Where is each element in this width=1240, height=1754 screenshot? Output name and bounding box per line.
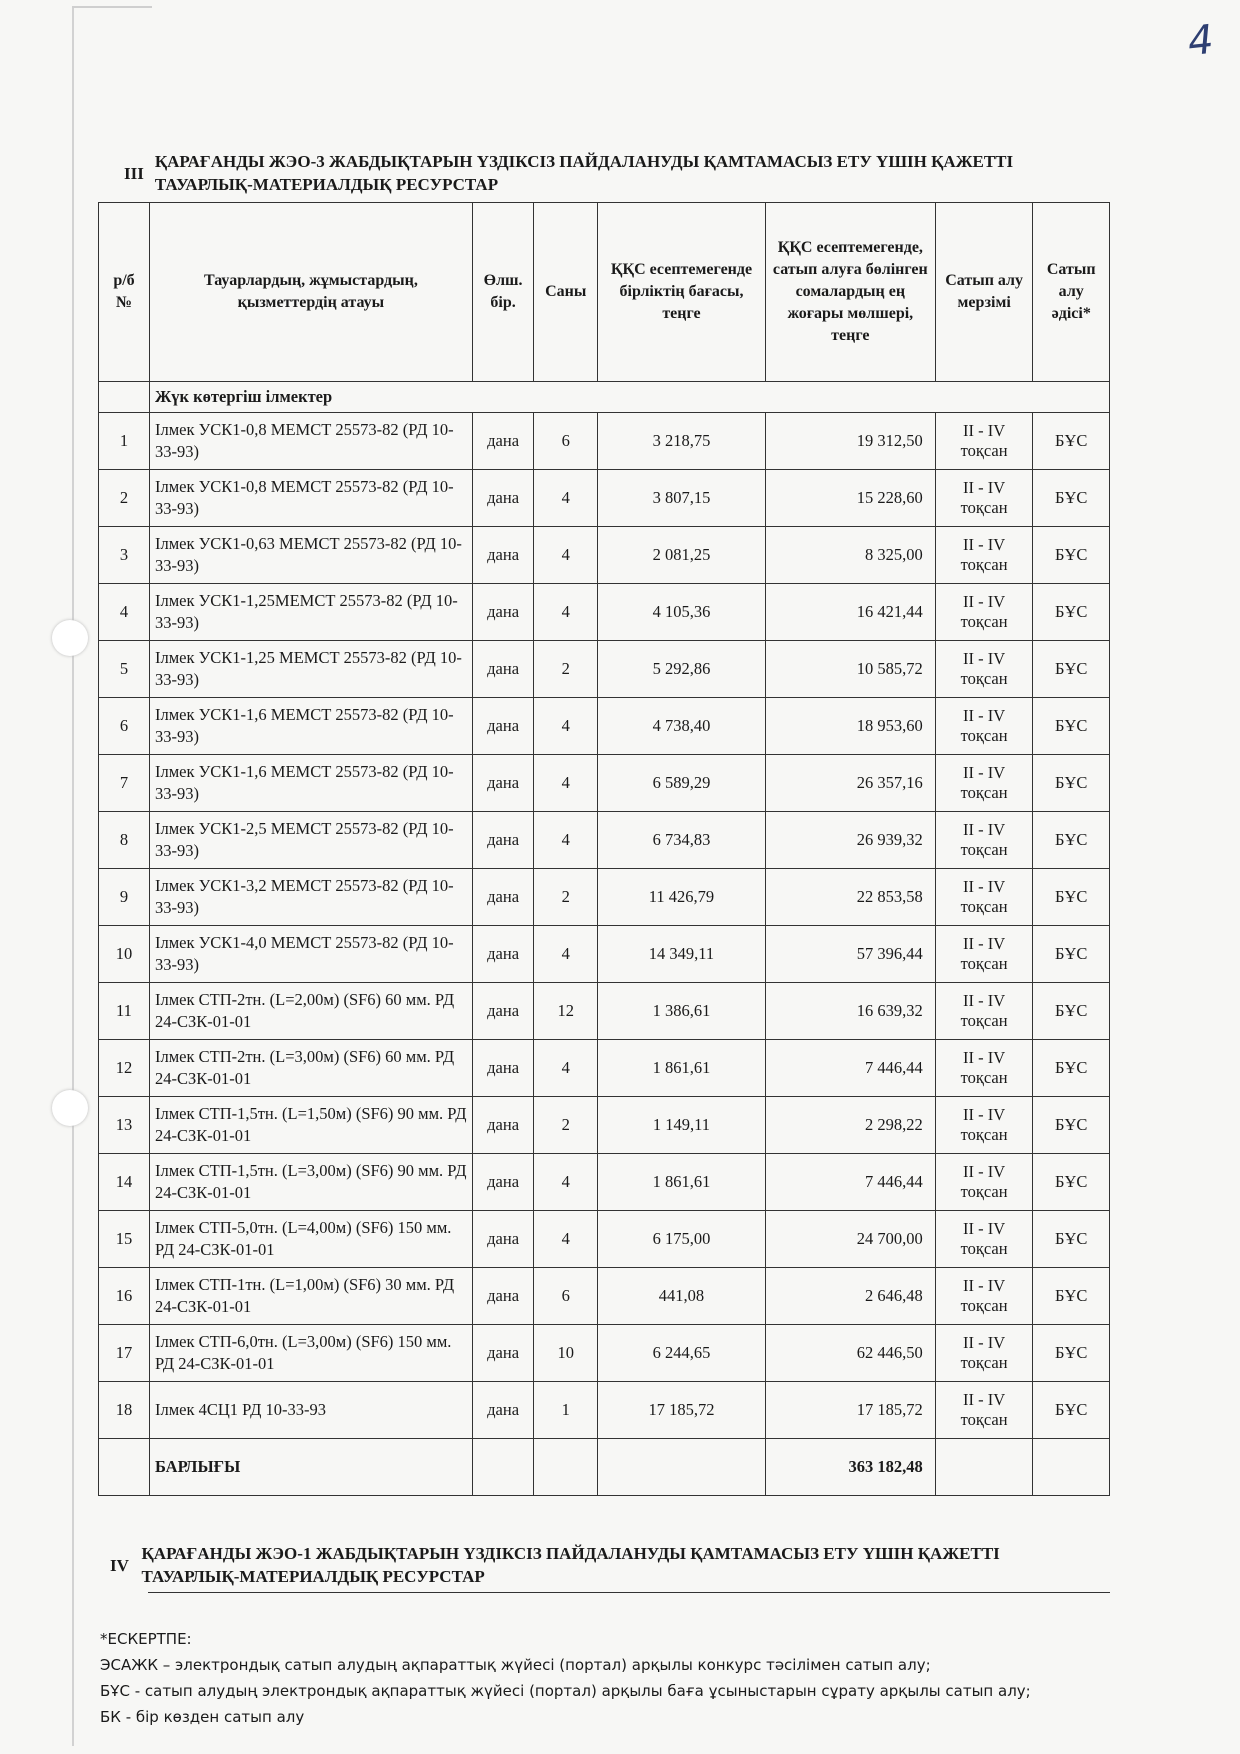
row-period: II - IV тоқсан [935, 755, 1033, 812]
row-name: Ілмек УСК1-1,6 МЕМСТ 25573-82 (РД 10-33-93) [149, 755, 472, 812]
row-price: 11 426,79 [598, 869, 766, 926]
row-method: БҰС [1033, 869, 1110, 926]
row-sum: 62 446,50 [765, 1325, 935, 1382]
row-unit: дана [472, 584, 534, 641]
row-num: 14 [99, 1154, 150, 1211]
row-method: БҰС [1033, 812, 1110, 869]
notes-heading: *ЕСКЕРТПЕ: [100, 1630, 192, 1648]
row-price: 14 349,11 [598, 926, 766, 983]
row-sum: 2 298,22 [765, 1097, 935, 1154]
row-method: БҰС [1033, 755, 1110, 812]
row-unit: дана [472, 1268, 534, 1325]
row-method: БҰС [1033, 1097, 1110, 1154]
row-method: БҰС [1033, 1154, 1110, 1211]
header-unit: Өлш. бір. [472, 203, 534, 382]
row-num: 2 [99, 470, 150, 527]
punch-hole [52, 620, 88, 656]
row-period: II - IV тоқсан [935, 869, 1033, 926]
row-unit: дана [472, 470, 534, 527]
row-period: II - IV тоқсан [935, 983, 1033, 1040]
row-qty: 2 [534, 641, 598, 698]
table-header-row [99, 203, 1110, 382]
row-price: 6 175,00 [598, 1211, 766, 1268]
row-unit: дана [472, 413, 534, 470]
row-price: 1 861,61 [598, 1154, 766, 1211]
page-number-handwritten: 4 [1185, 16, 1216, 66]
row-qty: 4 [534, 1211, 598, 1268]
row-unit: дана [472, 1382, 534, 1439]
row-price: 6 734,83 [598, 812, 766, 869]
header-qty: Саны [534, 203, 598, 382]
row-num: 17 [99, 1325, 150, 1382]
header-price: ҚҚС есептемегенде бірліктің бағасы, теңге [598, 203, 766, 382]
row-num: 4 [99, 584, 150, 641]
row-method: БҰС [1033, 413, 1110, 470]
row-num: 1 [99, 413, 150, 470]
table-row [99, 584, 1110, 641]
row-num: 11 [99, 983, 150, 1040]
page-edge-line [72, 6, 74, 1746]
row-name: Ілмек СТП-1,5тн. (L=1,50м) (SF6) 90 мм. РД 24-СЗК-01-01 [149, 1097, 472, 1154]
row-name: Ілмек УСК1-0,8 МЕМСТ 25573-82 (РД 10-33-93) [149, 413, 472, 470]
row-method: БҰС [1033, 983, 1110, 1040]
section-4-title: ҚАРАҒАНДЫ ЖЭО-1 ЖАБДЫҚТАРЫН ҮЗДІКСІЗ ПАЙДАЛАНУДЫ ҚАМТАМАСЫЗ ЕТУ ҮШІН ҚАЖЕТТІ ТАУАРЛЫҚ-МАТЕРИАЛДЫҚ РЕСУРСТАР [141, 1544, 1000, 1586]
section-3-heading [124, 150, 1084, 196]
group-label: Жүк көтергіш ілмектер [149, 382, 1109, 413]
row-method: БҰС [1033, 1040, 1110, 1097]
header-method: Сатып алу әдісі* [1033, 203, 1110, 382]
row-unit: дана [472, 926, 534, 983]
table-row [99, 470, 1110, 527]
row-period: II - IV тоқсан [935, 1268, 1033, 1325]
row-name: Ілмек УСК1-3,2 МЕМСТ 25573-82 (РД 10-33-93) [149, 869, 472, 926]
row-price: 441,08 [598, 1268, 766, 1325]
row-num: 10 [99, 926, 150, 983]
row-qty: 4 [534, 698, 598, 755]
row-sum: 19 312,50 [765, 413, 935, 470]
row-name: Ілмек СТП-1тн. (L=1,00м) (SF6) 30 мм. РД 24-СЗК-01-01 [149, 1268, 472, 1325]
row-price: 1 149,11 [598, 1097, 766, 1154]
notes-line: БҰС - сатып алудың электрондық ақпараттық жүйесі (портал) арқылы баға ұсыныстарын сұрату арқылы сатып алу; [100, 1682, 1031, 1700]
row-num: 12 [99, 1040, 150, 1097]
total-label: БАРЛЫҒЫ [149, 1439, 472, 1496]
row-method: БҰС [1033, 926, 1110, 983]
table-row [99, 1040, 1110, 1097]
row-period: II - IV тоқсан [935, 584, 1033, 641]
header-name: Тауарлардың, жұмыстардың, қызметтердің атауы [149, 203, 472, 382]
row-price: 2 081,25 [598, 527, 766, 584]
row-sum: 24 700,00 [765, 1211, 935, 1268]
row-price: 1 861,61 [598, 1040, 766, 1097]
row-num: 3 [99, 527, 150, 584]
row-price: 4 105,36 [598, 584, 766, 641]
row-qty: 4 [534, 755, 598, 812]
row-method: БҰС [1033, 698, 1110, 755]
row-qty: 10 [534, 1325, 598, 1382]
punch-hole [52, 1090, 88, 1126]
row-name: Ілмек СТП-5,0тн. (L=4,00м) (SF6) 150 мм. РД 24-СЗК-01-01 [149, 1211, 472, 1268]
row-price: 3 218,75 [598, 413, 766, 470]
row-period: II - IV тоқсан [935, 926, 1033, 983]
row-period: II - IV тоқсан [935, 812, 1033, 869]
row-method: БҰС [1033, 527, 1110, 584]
row-unit: дана [472, 1097, 534, 1154]
table-row [99, 755, 1110, 812]
row-unit: дана [472, 698, 534, 755]
row-unit: дана [472, 755, 534, 812]
row-name: Ілмек СТП-6,0тн. (L=3,00м) (SF6) 150 мм. РД 24-СЗК-01-01 [149, 1325, 472, 1382]
row-price: 5 292,86 [598, 641, 766, 698]
table-row [99, 641, 1110, 698]
table-row [99, 1211, 1110, 1268]
row-num: 18 [99, 1382, 150, 1439]
row-name: Ілмек УСК1-1,25МЕМСТ 25573-82 (РД 10-33-93) [149, 584, 472, 641]
table-row [99, 1154, 1110, 1211]
row-sum: 7 446,44 [765, 1154, 935, 1211]
row-sum: 22 853,58 [765, 869, 935, 926]
row-sum: 15 228,60 [765, 470, 935, 527]
row-num: 6 [99, 698, 150, 755]
row-price: 17 185,72 [598, 1382, 766, 1439]
row-unit: дана [472, 1211, 534, 1268]
row-num: 8 [99, 812, 150, 869]
row-sum: 26 357,16 [765, 755, 935, 812]
table-row [99, 869, 1110, 926]
row-name: Ілмек УСК1-1,6 МЕМСТ 25573-82 (РД 10-33-93) [149, 698, 472, 755]
notes-block [100, 1626, 1110, 1730]
row-name: Ілмек УСК1-1,25 МЕМСТ 25573-82 (РД 10-33-93) [149, 641, 472, 698]
row-unit: дана [472, 812, 534, 869]
row-period: II - IV тоқсан [935, 1097, 1033, 1154]
row-method: БҰС [1033, 1382, 1110, 1439]
row-num: 16 [99, 1268, 150, 1325]
table-row [99, 1325, 1110, 1382]
header-period: Сатып алу мерзімі [935, 203, 1033, 382]
row-qty: 12 [534, 983, 598, 1040]
table-row [99, 1097, 1110, 1154]
row-qty: 4 [534, 812, 598, 869]
row-qty: 6 [534, 413, 598, 470]
row-period: II - IV тоқсан [935, 1154, 1033, 1211]
row-unit: дана [472, 527, 534, 584]
row-unit: дана [472, 983, 534, 1040]
row-method: БҰС [1033, 1268, 1110, 1325]
table-row [99, 698, 1110, 755]
group-row [99, 382, 1110, 413]
row-sum: 10 585,72 [765, 641, 935, 698]
row-period: II - IV тоқсан [935, 698, 1033, 755]
table-row [99, 527, 1110, 584]
total-sum: 363 182,48 [765, 1439, 935, 1496]
row-price: 3 807,15 [598, 470, 766, 527]
table-row [99, 812, 1110, 869]
section-3-number: III [124, 163, 144, 183]
row-sum: 16 421,44 [765, 584, 935, 641]
row-unit: дана [472, 869, 534, 926]
row-qty: 4 [534, 1154, 598, 1211]
notes-line: БК - бір көзден сатып алу [100, 1708, 305, 1726]
row-num: 5 [99, 641, 150, 698]
row-name: Ілмек УСК1-2,5 МЕМСТ 25573-82 (РД 10-33-93) [149, 812, 472, 869]
resources-table [98, 202, 1110, 1496]
row-num: 15 [99, 1211, 150, 1268]
row-name: Ілмек СТП-1,5тн. (L=3,00м) (SF6) 90 мм. РД 24-СЗК-01-01 [149, 1154, 472, 1211]
row-qty: 6 [534, 1268, 598, 1325]
row-price: 6 589,29 [598, 755, 766, 812]
row-period: II - IV тоқсан [935, 413, 1033, 470]
row-qty: 4 [534, 470, 598, 527]
row-period: II - IV тоқсан [935, 527, 1033, 584]
row-method: БҰС [1033, 1211, 1110, 1268]
row-qty: 4 [534, 584, 598, 641]
section-4-number: IV [110, 1555, 129, 1575]
row-price: 6 244,65 [598, 1325, 766, 1382]
notes-line: ЭСАЖК – электрондық сатып алудың ақпараттық жүйесі (портал) арқылы конкурс тәсілімен сатып алу; [100, 1656, 931, 1674]
row-qty: 1 [534, 1382, 598, 1439]
row-sum: 17 185,72 [765, 1382, 935, 1439]
row-unit: дана [472, 1325, 534, 1382]
row-unit: дана [472, 1040, 534, 1097]
row-qty: 4 [534, 926, 598, 983]
section-4-underline [148, 1592, 1110, 1593]
row-name: Ілмек УСК1-0,8 МЕМСТ 25573-82 (РД 10-33-93) [149, 470, 472, 527]
row-period: II - IV тоқсан [935, 1325, 1033, 1382]
row-method: БҰС [1033, 584, 1110, 641]
header-sum: ҚҚС есептемегенде, сатып алуға бөлінген сомалардың ең жоғары мөлшері, теңге [765, 203, 935, 382]
row-qty: 2 [534, 869, 598, 926]
section-4-heading [110, 1542, 1090, 1588]
row-sum: 26 939,32 [765, 812, 935, 869]
row-sum: 18 953,60 [765, 698, 935, 755]
row-num: 7 [99, 755, 150, 812]
row-method: БҰС [1033, 641, 1110, 698]
row-unit: дана [472, 1154, 534, 1211]
header-num: р/б № [99, 203, 150, 382]
page-top-line [72, 6, 152, 8]
row-unit: дана [472, 641, 534, 698]
table-row [99, 926, 1110, 983]
row-period: II - IV тоқсан [935, 470, 1033, 527]
section-3-title: ҚАРАҒАНДЫ ЖЭО-3 ЖАБДЫҚТАРЫН ҮЗДІКСІЗ ПАЙДАЛАНУДЫ ҚАМТАМАСЫЗ ЕТУ ҮШІН ҚАЖЕТТІ ТАУАРЛЫҚ-МАТЕРИАЛДЫҚ РЕСУРСТАР [154, 152, 1014, 194]
row-method: БҰС [1033, 470, 1110, 527]
row-name: Ілмек УСК1-4,0 МЕМСТ 25573-82 (РД 10-33-93) [149, 926, 472, 983]
table-row [99, 1268, 1110, 1325]
row-period: II - IV тоқсан [935, 641, 1033, 698]
row-sum: 7 446,44 [765, 1040, 935, 1097]
row-sum: 8 325,00 [765, 527, 935, 584]
row-qty: 4 [534, 1040, 598, 1097]
row-num: 9 [99, 869, 150, 926]
row-name: Ілмек СТП-2тн. (L=2,00м) (SF6) 60 мм. РД 24-СЗК-01-01 [149, 983, 472, 1040]
table-row [99, 983, 1110, 1040]
row-period: II - IV тоқсан [935, 1211, 1033, 1268]
table-row [99, 1382, 1110, 1439]
row-price: 4 738,40 [598, 698, 766, 755]
row-price: 1 386,61 [598, 983, 766, 1040]
row-qty: 4 [534, 527, 598, 584]
row-period: II - IV тоқсан [935, 1040, 1033, 1097]
total-row [99, 1439, 1110, 1496]
row-sum: 2 646,48 [765, 1268, 935, 1325]
row-name: Ілмек УСК1-0,63 МЕМСТ 25573-82 (РД 10-33-93) [149, 527, 472, 584]
row-name: Ілмек 4СЦ1 РД 10-33-93 [149, 1382, 472, 1439]
row-period: II - IV тоқсан [935, 1382, 1033, 1439]
row-method: БҰС [1033, 1325, 1110, 1382]
row-sum: 16 639,32 [765, 983, 935, 1040]
row-qty: 2 [534, 1097, 598, 1154]
table-row [99, 413, 1110, 470]
row-num: 13 [99, 1097, 150, 1154]
row-sum: 57 396,44 [765, 926, 935, 983]
row-name: Ілмек СТП-2тн. (L=3,00м) (SF6) 60 мм. РД 24-СЗК-01-01 [149, 1040, 472, 1097]
